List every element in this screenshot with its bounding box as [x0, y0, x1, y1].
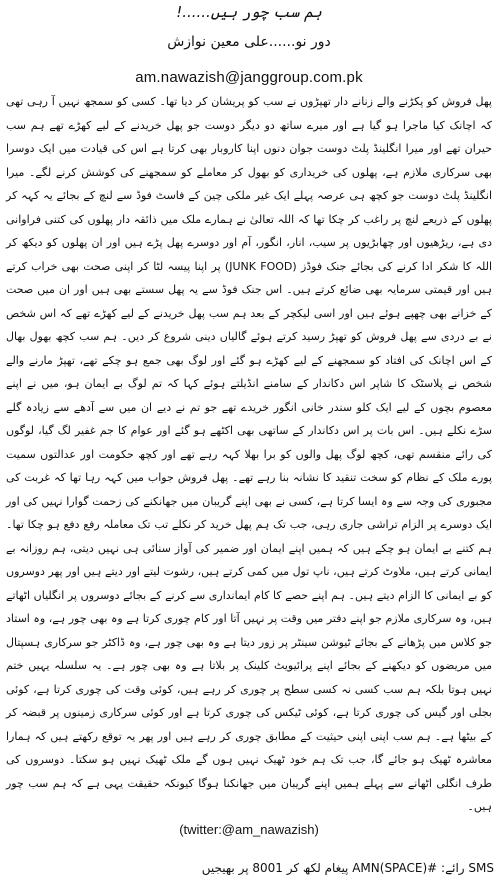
author-twitter: (twitter:@am_nawazish) — [179, 821, 319, 837]
sms-feedback-note: SMS رائے: #AMN(SPACE) پیغام لکھ کر 8001 پر بھیجیں — [201, 861, 494, 875]
article-body: پھل فروش کو پکڑنے والے زنانے دار تھپڑوں نے سب کو پریشان کر دیا تھا۔ کسی کو سمجھ نہیں آ رہی تھی کہ اچانک کیا ماجرا ہو گیا ہے اور میرے ساتھ دو دیگر دوست جو پھل خریدنے کے لیے کھڑے تھے ہم سب حیران تھے اور میرا انگلینڈ پلٹ دوست جوان دنوں اپنا کاروبار بھی کرتا ہے اس کی قیادت میں ایک دوسرا بھی سرکاری ملازم ہے، پھلوں کی خریداری کو بھول کر معاملے کو سمجھنے کی کوشش کرنے لگے۔ میرا انگلینڈ پلٹ دوست جو کچھ ہی عرصہ پہلے ایک غیر ملکی چین کے فاسٹ فوڈ سے لنچ کے بجائے یہ کہہ کر پھلوں کے ذریعے لنچ پر راغب کر چکا تھا کہ اللہ تعالیٰ نے ہمارے ملک میں ذائقہ دار پھلوں کی کتنی فراوانی دی ہے، ریڑھیوں اور چھابڑیوں پر سیب، انار، انگور، آم اور دوسرے پھل پڑے ہیں اور ان پھلوں کو دیکھ کر اللہ کا شکر ادا کرنے کی بجائے جنک فوڈز (JUNK FOOD) پر اپنا پیسہ لٹا کر اپنی صحت بھی خراب کرتے ہیں اور قیمتی سرمایہ بھی ضائع کرتے ہیں۔ اس جنک فوڈ سے یہ پھل سستے بھی ہیں اور ان میں صحت کے خزانے بھی چھپے ہوئے ہیں اور اسی لیکچر کے بعد ہم سب پھل خریدنے کے لیے کھڑے تھے کہ اس شخص نے بے دردی سے پھل فروش کو تھپڑ رسید کرتے ہوئے گالیاں دینی شروع کر دیں۔ ہم سب کچھ بھول بھال کے اس اچانک کی افتاد کو سمجھنے کے لیے کھڑے ہو گئے اور لوگ بھی جمع ہو چکے تھے، تھپڑ مارنے والے شخص نے پلاسٹک کا شاپر اس دکاندار کے سامنے انڈیلتے ہوئے کہا کہ تم لوگ بے ایمان ہو، میں نے اپنے معصوم بچوں کے لیے ایک کلو سندر خانی انگور خریدے تھے جو تم نے دیے ان میں سے آدھے سے زیادہ گلے سڑے نکلے ہیں۔ اس بات پر اس دکاندار کے ساتھی بھی اکٹھے ہو گئے اور عوام کا جم غفیر لگ گیا، لوگوں کی رائے منقسم تھی، کچھ لوگ پھل والوں کو برا بھلا کہہ رہے تھے اور کچھ حکومت اور عدالتوں سمیت پورے ملک کے نظام کو سخت تنقید کا نشانہ بنا رہے تھے۔ پھل فروش جواب میں کہہ رہا تھا کہ غربت کی مجبوری کی وجہ سے وہ ایسا کرتا ہے، کسی نے بھی اپنے گریبان میں جھانکنے کی زحمت گوارا نہیں کی اور ایک دوسرے پر الزام تراشی جاری رہی، جب تک ہم پھل خرید کر نکلے تب تک معاملہ رفع دفع ہو چکا تھا۔ ہم کتنے بے ایمان ہو چکے ہیں کہ ہمیں اپنے ایمان اور ضمیر کی آواز سنائی ہی نہیں دیتی، ہم روزانہ بے ایمانی کرتے ہیں، ملاوٹ کرتے ہیں، ناپ تول میں کمی کرتے ہیں، رشوت لیتے اور دیتے ہیں اور پھر دوسروں کو بے ایمانی کا الزام دیتے ہیں۔ ہم اپنے حصے کا کام ایمانداری سے کرنے کے بجائے دوسروں پر انگلیاں اٹھاتے ہیں، وہ سرکاری ملازم جو اپنے دفتر میں وقت پر نہیں آتا اور کام چوری کرتا ہے وہ بھی چور ہے، وہ استاد جو کلاس میں پڑھانے کے بجائے ٹیوشن سینٹر پر زور دیتا ہے وہ بھی چور ہے، وہ ڈاکٹر جو سرکاری ہسپتال میں مریضوں کو دیکھنے کے بجائے اپنے پرائیویٹ کلینک پر بلاتا ہے وہ بھی چور ہے۔ یہ سلسلہ یہیں ختم نہیں ہوتا بلکہ ہم سب کسی نہ کسی سطح پر چوری کر رہے ہیں، کوئی وقت کی چوری کرتا ہے، کوئی بجلی اور گیس کی چوری کرتا ہے، کوئی ٹیکس کی چوری کرتا ہے اور کوئی سرکاری زمینوں پر قبضہ کر کے بیٹھا ہے۔ ہم سب اپنی اپنی حیثیت کے مطابق چوری کر رہے ہیں اور پھر یہ توقع رکھتے ہیں کہ ہمارا معاشرہ ٹھیک ہو جائے گا، جب تک ہم خود ٹھیک نہیں ہوں گے ملک ٹھیک نہیں ہو سکتا۔ دوسروں کی طرف انگلی اٹھانے سے پہلے ہمیں اپنے گریبان میں جھانکنا ہوگا کیونکہ حقیقت یہی ہے کہ ہم سب چور ہیں۔ — [6, 95, 493, 813]
article-title: ہم سب چور ہیں......! — [176, 3, 322, 21]
author-email: am.nawazish@janggroup.com.pk — [135, 69, 363, 86]
article-byline: دور نو......علی معین نوازش — [167, 34, 331, 50]
